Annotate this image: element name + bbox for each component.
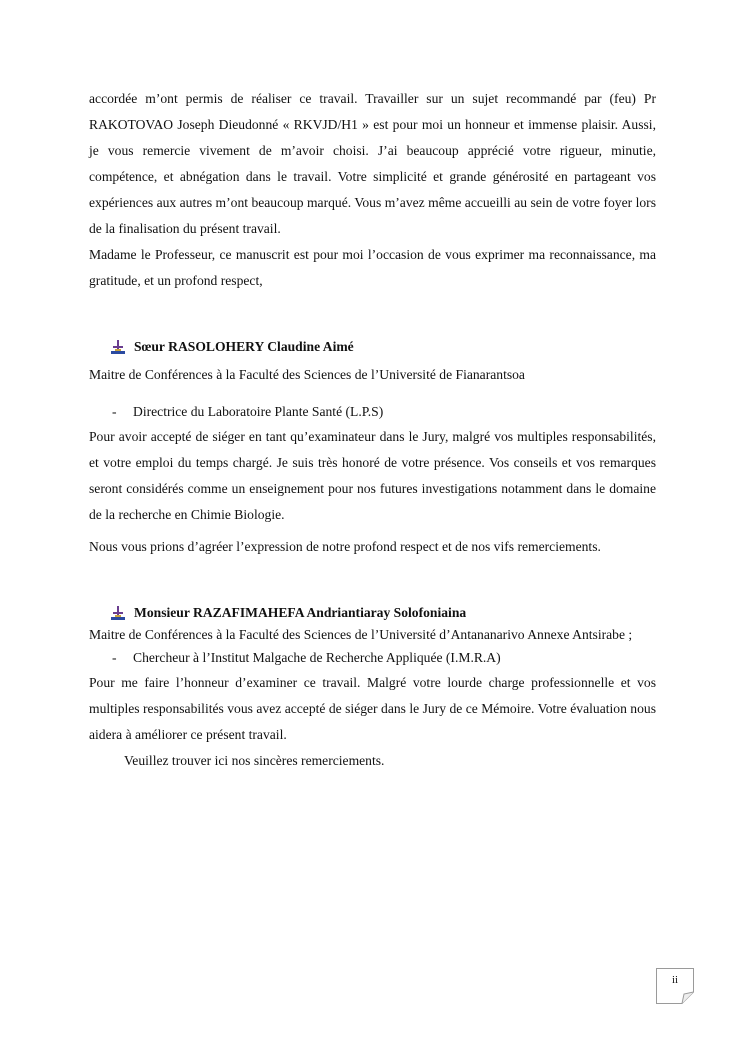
member1-role-item: [112, 403, 656, 420]
member1-paragraph: Pour avoir accepté de siéger en tant qu’examinateur dans le Jury, malgré vos multiples responsabilités, et votre emploi du temps chargé. Je suis très honoré de votre présence. Vos conseils et vos remarques seront considérés comme un enseignement pour nos futures investigations notamment dans le domaine de la recherche en Chimie Biologie.: [89, 429, 656, 522]
member1-closing: Nous vous prions d’agréer l’expression de notre profond respect et de nos vifs remerciements.: [89, 539, 601, 554]
member1-heading: [111, 334, 656, 360]
member1-role: Directrice du Laboratoire Plante Santé (L.P.S): [133, 404, 384, 419]
member1-name: Sœur RASOLOHERY Claudine Aimé: [134, 339, 354, 354]
member2-paragraph: Pour me faire l’honneur d’examiner ce travail. Malgré votre lourde charge professionnelle et vos multiples responsabilités vous avez accepté de siéger dans le Jury de ce Mémoire. Votre évaluation nous aidera à améliorer ce présent travail.: [89, 675, 656, 742]
member2-name: Monsieur RAZAFIMAHEFA Andriantiaray Solofoniaina: [134, 605, 467, 620]
intro-closing-paragraph: Madame le Professeur, ce manuscrit est pour moi l’occasion de vous exprimer ma reconnaissance, ma gratitude, et un profond respect,: [89, 247, 656, 288]
intro-paragraph: accordée m’ont permis de réaliser ce travail. Travailler sur un sujet recommandé par (feu) Pr RAKOTOVAO Joseph Dieudonné « RKVJD/H1 » est pour moi un honneur et immense plaisir. Aussi, je vous remercie vivement de m’avoir choisi. J’ai beaucoup apprécié votre rigueur, minutie, compétence, et abnégation dans le travail. Votre simplicité et grande générosité en partageant vos expériences aux autres m’ont beaucoup marqué. Vous m’avez même accueilli au sein de votre foyer lors de la finalisation du présent travail.: [89, 91, 656, 236]
member2-closing: Veuillez trouver ici nos sincères remerciements.: [124, 753, 385, 768]
pushpin-bullet-icon: [111, 606, 125, 620]
pushpin-bullet-icon: [111, 340, 125, 354]
member1-title: Maitre de Conférences à la Faculté des Sciences de l’Université de Fianarantsoa: [89, 367, 525, 382]
dash-marker: -: [112, 404, 117, 419]
page-number-box: [656, 968, 694, 1004]
document-page: [89, 86, 656, 774]
page-number: ii: [671, 974, 679, 986]
member2-role-item: [112, 649, 656, 666]
member2-title: Maitre de Conférences à la Faculté des Sciences de l’Université d’Antananarivo Annexe Antsirabe ;: [89, 627, 633, 642]
member2-heading: [111, 600, 656, 626]
member2-role: Chercheur à l’Institut Malgache de Recherche Appliquée (I.M.R.A): [133, 650, 501, 665]
dash-marker: -: [112, 650, 117, 665]
